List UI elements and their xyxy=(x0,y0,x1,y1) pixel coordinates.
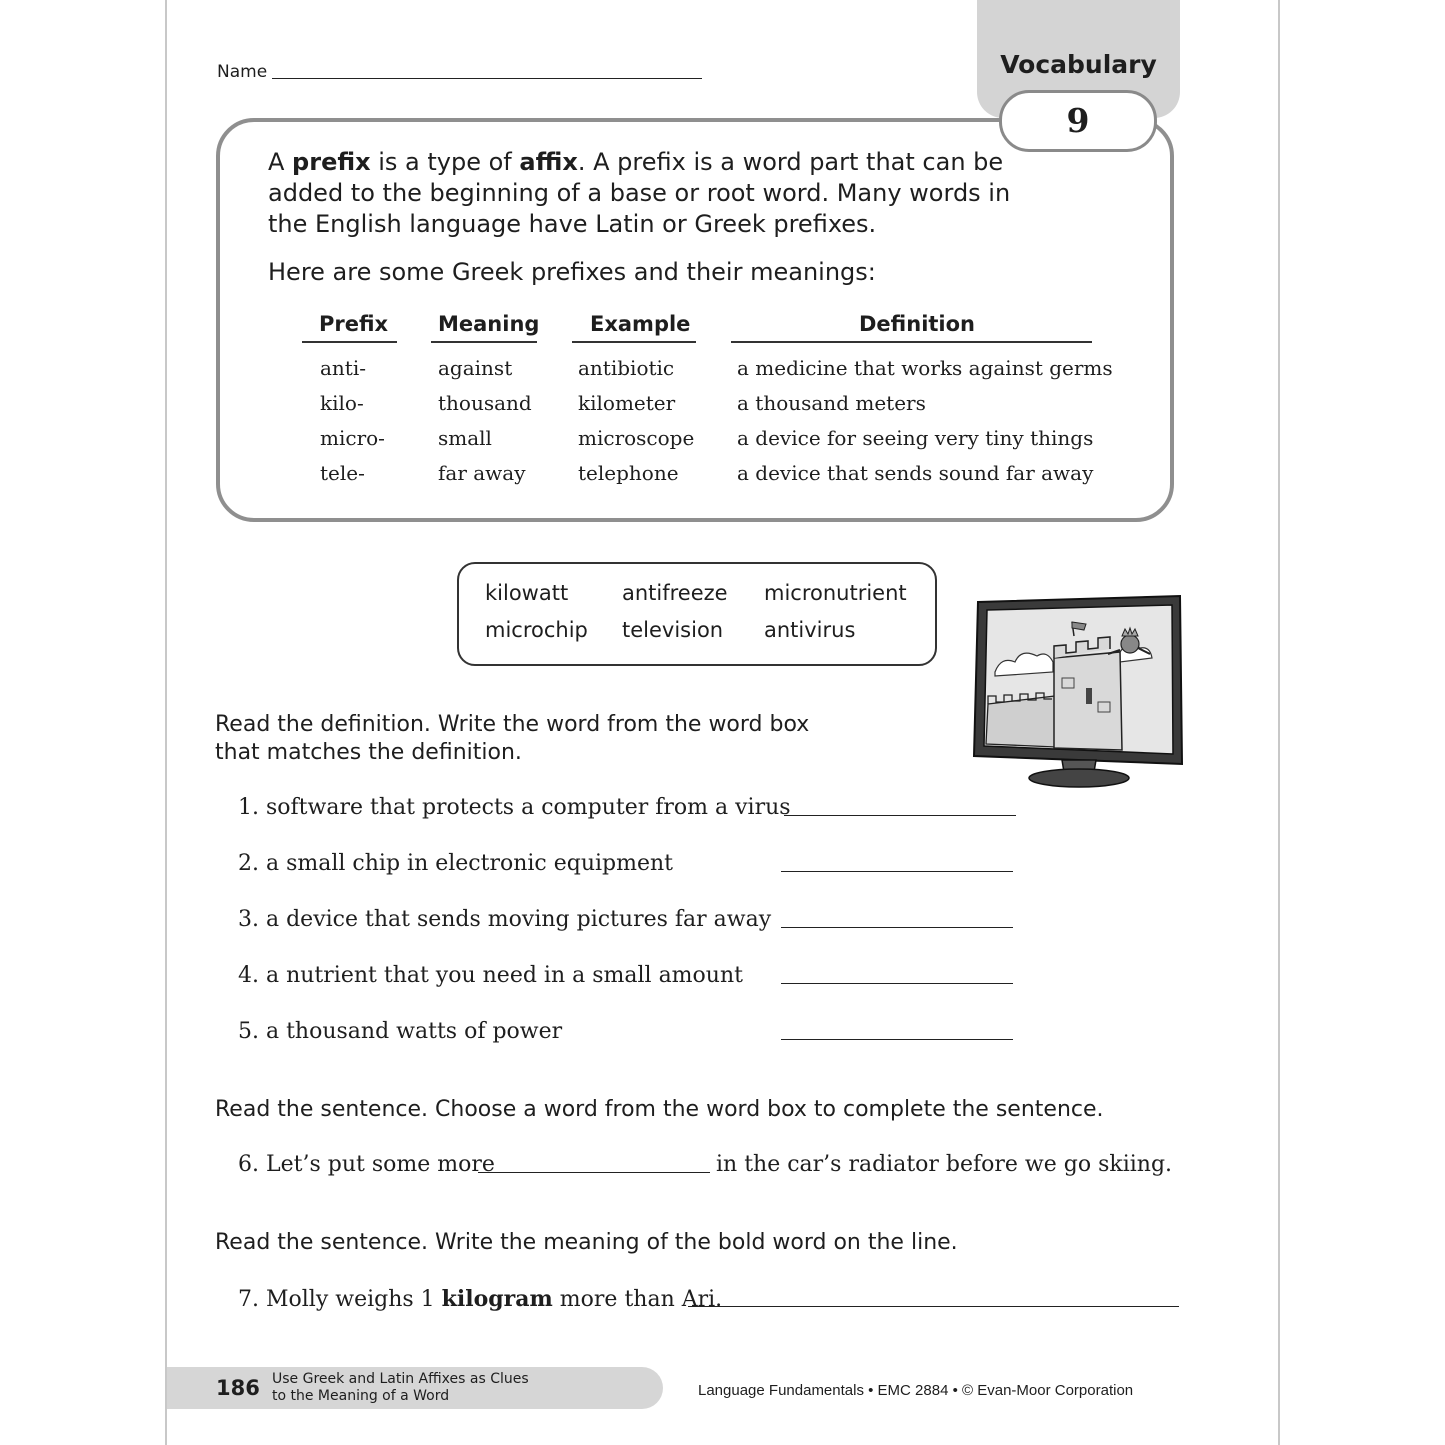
directions-complete-sentence: Read the sentence. Choose a word from the word box to complete the sentence. xyxy=(215,1097,1104,1122)
header-underline xyxy=(731,341,1092,343)
question-2: 2. a small chip in electronic equipment xyxy=(238,851,674,876)
table-header-example: Example xyxy=(590,312,691,336)
question-6-end: in the car’s radiator before we go skiing. xyxy=(716,1152,1173,1177)
table-cell: kilo- xyxy=(320,391,364,415)
section-title: Vocabulary xyxy=(1000,50,1157,79)
intro-lead: Here are some Greek prefixes and their meanings: xyxy=(268,258,876,286)
table-cell: far away xyxy=(438,461,526,485)
table-header-prefix: Prefix xyxy=(319,312,389,336)
answer-line-5[interactable] xyxy=(781,1039,1013,1040)
directions-meaning: Read the sentence. Write the meaning of the bold word on the line. xyxy=(215,1230,958,1255)
table-cell: small xyxy=(438,426,492,450)
page-edge-right xyxy=(1278,0,1280,1445)
table-header-meaning: Meaning xyxy=(438,312,540,336)
table-cell: microscope xyxy=(578,426,695,450)
header-underline xyxy=(431,341,537,343)
question-7: 7. Molly weighs 1 kilogram more than Ari. xyxy=(238,1286,723,1312)
word-box-item: television xyxy=(622,618,724,642)
question-4: 4. a nutrient that you need in a small amount xyxy=(238,963,743,988)
table-header-definition: Definition xyxy=(859,312,976,336)
header-underline xyxy=(302,341,397,343)
table-cell: telephone xyxy=(578,461,679,485)
lesson-number-badge: 9 xyxy=(999,90,1157,152)
word-box-item: antivirus xyxy=(764,618,856,642)
footer-credit: Language Fundamentals • EMC 2884 • © Evan-Moor Corporation xyxy=(698,1382,1134,1399)
word-box xyxy=(457,562,937,666)
page-edge-left xyxy=(165,0,167,1445)
answer-line-2[interactable] xyxy=(781,871,1013,872)
table-cell: against xyxy=(438,356,513,380)
word-box-item: microchip xyxy=(485,618,588,642)
table-cell: micro- xyxy=(320,426,385,450)
word-box-item: kilowatt xyxy=(485,581,569,605)
name-field[interactable] xyxy=(272,78,702,79)
table-cell: tele- xyxy=(320,461,365,485)
table-cell: a thousand meters xyxy=(737,391,926,415)
table-cell: anti- xyxy=(320,356,366,380)
footer-skill: Use Greek and Latin Affixes as Clues to the Meaning of a Word xyxy=(272,1371,529,1404)
answer-line-3[interactable] xyxy=(781,927,1013,928)
question-5: 5. a thousand watts of power xyxy=(238,1019,563,1044)
header-underline xyxy=(572,341,696,343)
table-cell: antibiotic xyxy=(578,356,675,380)
page-number: 186 xyxy=(216,1376,260,1400)
table-cell: a device for seeing very tiny things xyxy=(737,426,1094,450)
table-cell: thousand xyxy=(438,391,532,415)
question-6-start: 6. Let’s put some more xyxy=(238,1152,495,1177)
question-3: 3. a device that sends moving pictures far away xyxy=(238,907,772,932)
word-box-item: micronutrient xyxy=(764,581,907,605)
directions-definitions: Read the definition. Write the word from the word box that matches the definition. xyxy=(215,712,810,765)
answer-line-6[interactable] xyxy=(478,1172,710,1173)
table-cell: a device that sends sound far away xyxy=(737,461,1094,485)
intro-paragraph: A prefix is a type of affix. A prefix is a word part that can be added to the beginning of a base or root word. Many words in the English language have Latin or Greek prefixes. xyxy=(268,148,1011,238)
answer-line-4[interactable] xyxy=(781,983,1013,984)
television-illustration xyxy=(970,592,1186,792)
name-label: Name xyxy=(217,62,268,82)
answer-line-1[interactable] xyxy=(784,815,1016,816)
word-box-item: antifreeze xyxy=(622,581,728,605)
question-1: 1. software that protects a computer from a virus xyxy=(238,795,791,820)
table-cell: kilometer xyxy=(578,391,676,415)
table-cell: a medicine that works against germs xyxy=(737,356,1113,380)
answer-line-7[interactable] xyxy=(688,1306,1179,1307)
